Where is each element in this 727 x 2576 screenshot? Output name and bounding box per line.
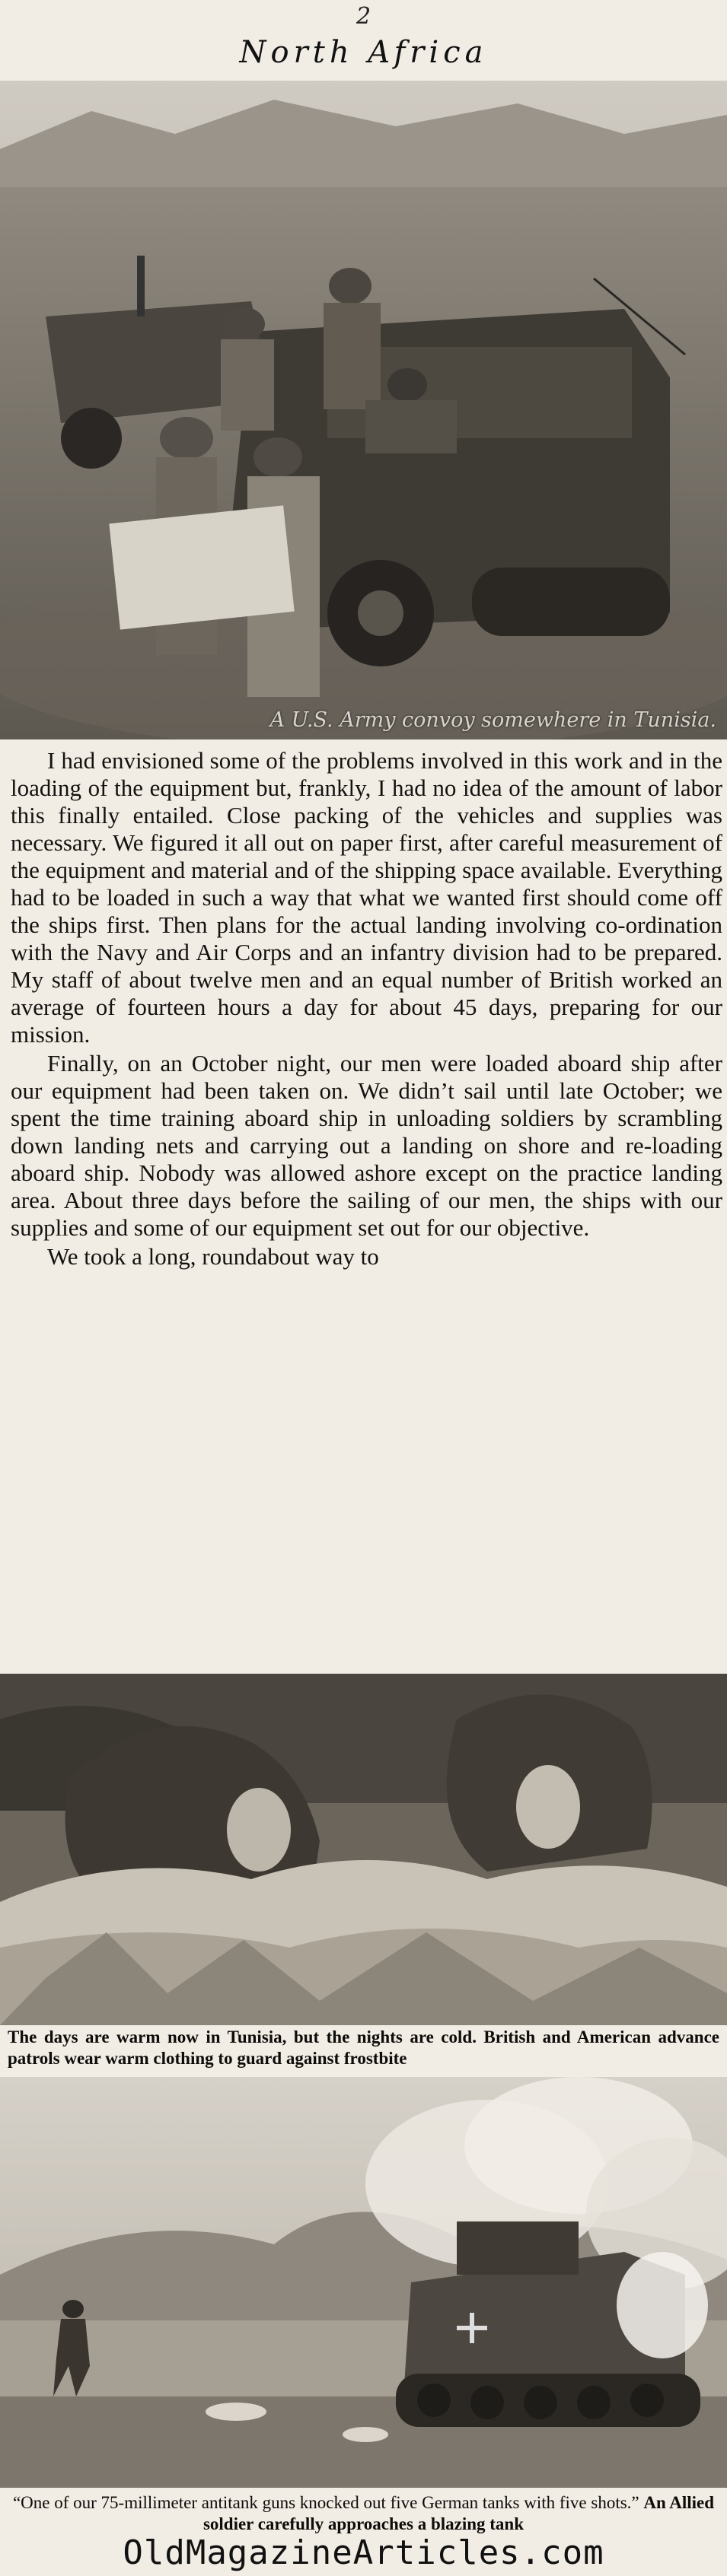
article-paragraph: I had envisioned some of the problems involved in this work and in the loading of the equipment but, frankly, I had no idea of the amount of labor this finally entailed. Close packing of the vehicles and supplies was necessary. We figured it all out on paper first, after careful measurement of the equipment and material and of the shipping space available. Everything had to be loaded in such a way that what we wanted first should come off the ships first. Then plans for the actual landing involving co-ordination with the Navy and Air Corps and an infantry division had to be prepared. My staff of about twelve men and an equal number of British worked an average of fourteen hours a day for about 45 days, preparing for our mission. [11, 747, 722, 1048]
article-paragraph: Finally, on an October night, our men were loaded aboard ship after our equipment had been taken on. We didn’t sail until late October; we spent the time training aboard ship in unloading soldiers by scrambling down landing nets and carrying out a landing on shore and re-loading aboard ship. Nobody was allowed ashore except on the practice landing area. About three days before the sailing of our men, the ships with our supplies and some of our equipment set out for our objective. [11, 1050, 722, 1241]
article-paragraph: We took a long, roundabout way to [47, 1243, 379, 1270]
tank-caption [8, 2492, 719, 2535]
tank-caption-text: An Allied soldier carefully approaches a blazing tank [202, 2493, 715, 2533]
tank-photo [0, 2077, 727, 2488]
page-number: 2 [356, 3, 371, 30]
tank-caption-quote: “One of our 75-millimeter antitank guns knocked out five German tanks with five shots.” [12, 2493, 639, 2512]
photo-caption: A U.S. Army convoy somewhere in Tunisia. [269, 708, 716, 732]
section-title: North Africa [239, 35, 488, 70]
patrol-caption: The days are warm now in Tunisia, but the nights are cold. British and American advance patrols wear warm clothing to guard against frostbite [8, 2027, 719, 2068]
convoy-photo [0, 81, 727, 739]
patrol-photo [0, 1674, 727, 2025]
site-footer: OldMagazineArticles.com [123, 2533, 604, 2572]
article-body [11, 747, 722, 1272]
